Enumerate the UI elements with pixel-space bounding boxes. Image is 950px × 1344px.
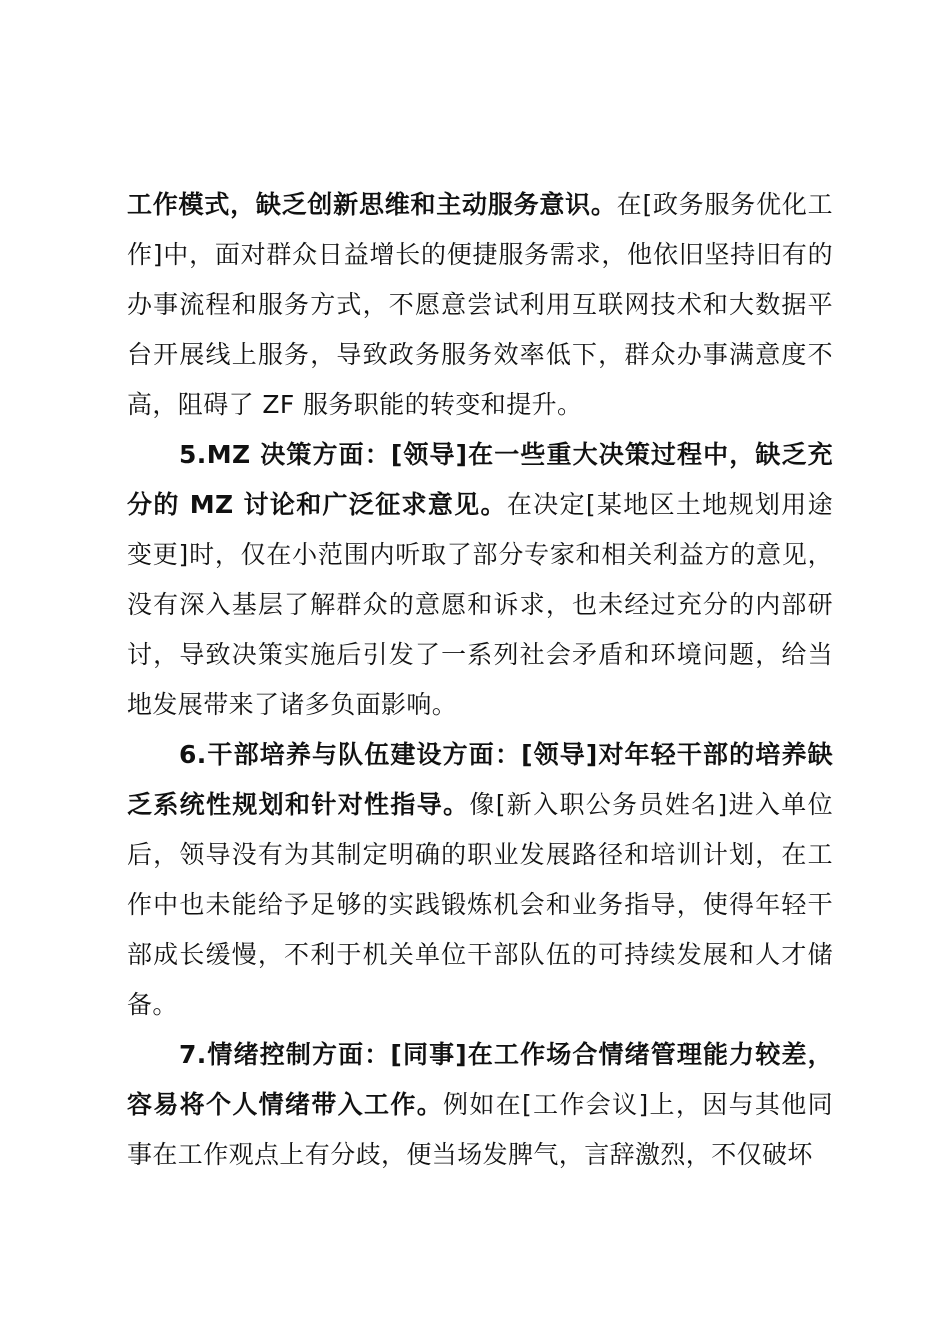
paragraph-heading: 6.干部培养与队伍建设方面：[领导]对年轻干部的培养缺乏系统性规划和针对性指导。 bbox=[127, 740, 833, 819]
document-body bbox=[127, 180, 833, 1180]
paragraph-heading: 5.MZ 决策方面：[领导]在一些重大决策过程中，缺乏充分的 MZ 讨论和广泛征求意见。 bbox=[127, 440, 833, 519]
paragraph-work-mode bbox=[127, 180, 833, 430]
paragraph-text: 像[新入职公务员姓名]进入单位后，领导没有为其制定明确的职业发展路径和培训计划，在工作中也未能给予足够的实践锻炼机会和业务指导，使得年轻干部成长缓慢，不利于机关单位干部队伍的可持续发展和人才储备。 bbox=[127, 790, 833, 1019]
paragraph-text: 在[政务服务优化工作]中，面对群众日益增长的便捷服务需求，他依旧坚持旧有的办事流程和服务方式，不愿意尝试利用互联网技术和大数据平台开展线上服务，导致政务服务效率低下，群众办事满意度不高，阻碍了 ZF 服务职能的转变和提升。 bbox=[127, 190, 833, 419]
paragraph-heading: 工作模式，缺乏创新思维和主动服务意识。 bbox=[127, 190, 617, 219]
paragraph-emotion-control bbox=[127, 1030, 833, 1180]
paragraph-text: 在决定[某地区土地规划用途变更]时，仅在小范围内听取了部分专家和相关利益方的意见，没有深入基层了解群众的意愿和诉求，也未经过充分的内部研讨，导致决策实施后引发了一系列社会矛盾和环境问题，给当地发展带来了诸多负面影响。 bbox=[127, 490, 833, 719]
paragraph-cadre-training bbox=[127, 730, 833, 1030]
paragraph-text: 例如在[工作会议]上，因与其他同事在工作观点上有分歧，便当场发脾气，言辞激烈，不仅破坏 bbox=[127, 1090, 833, 1169]
paragraph-democratic-decision bbox=[127, 430, 833, 730]
paragraph-heading: 7.情绪控制方面：[同事]在工作场合情绪管理能力较差，容易将个人情绪带入工作。 bbox=[127, 1040, 833, 1119]
